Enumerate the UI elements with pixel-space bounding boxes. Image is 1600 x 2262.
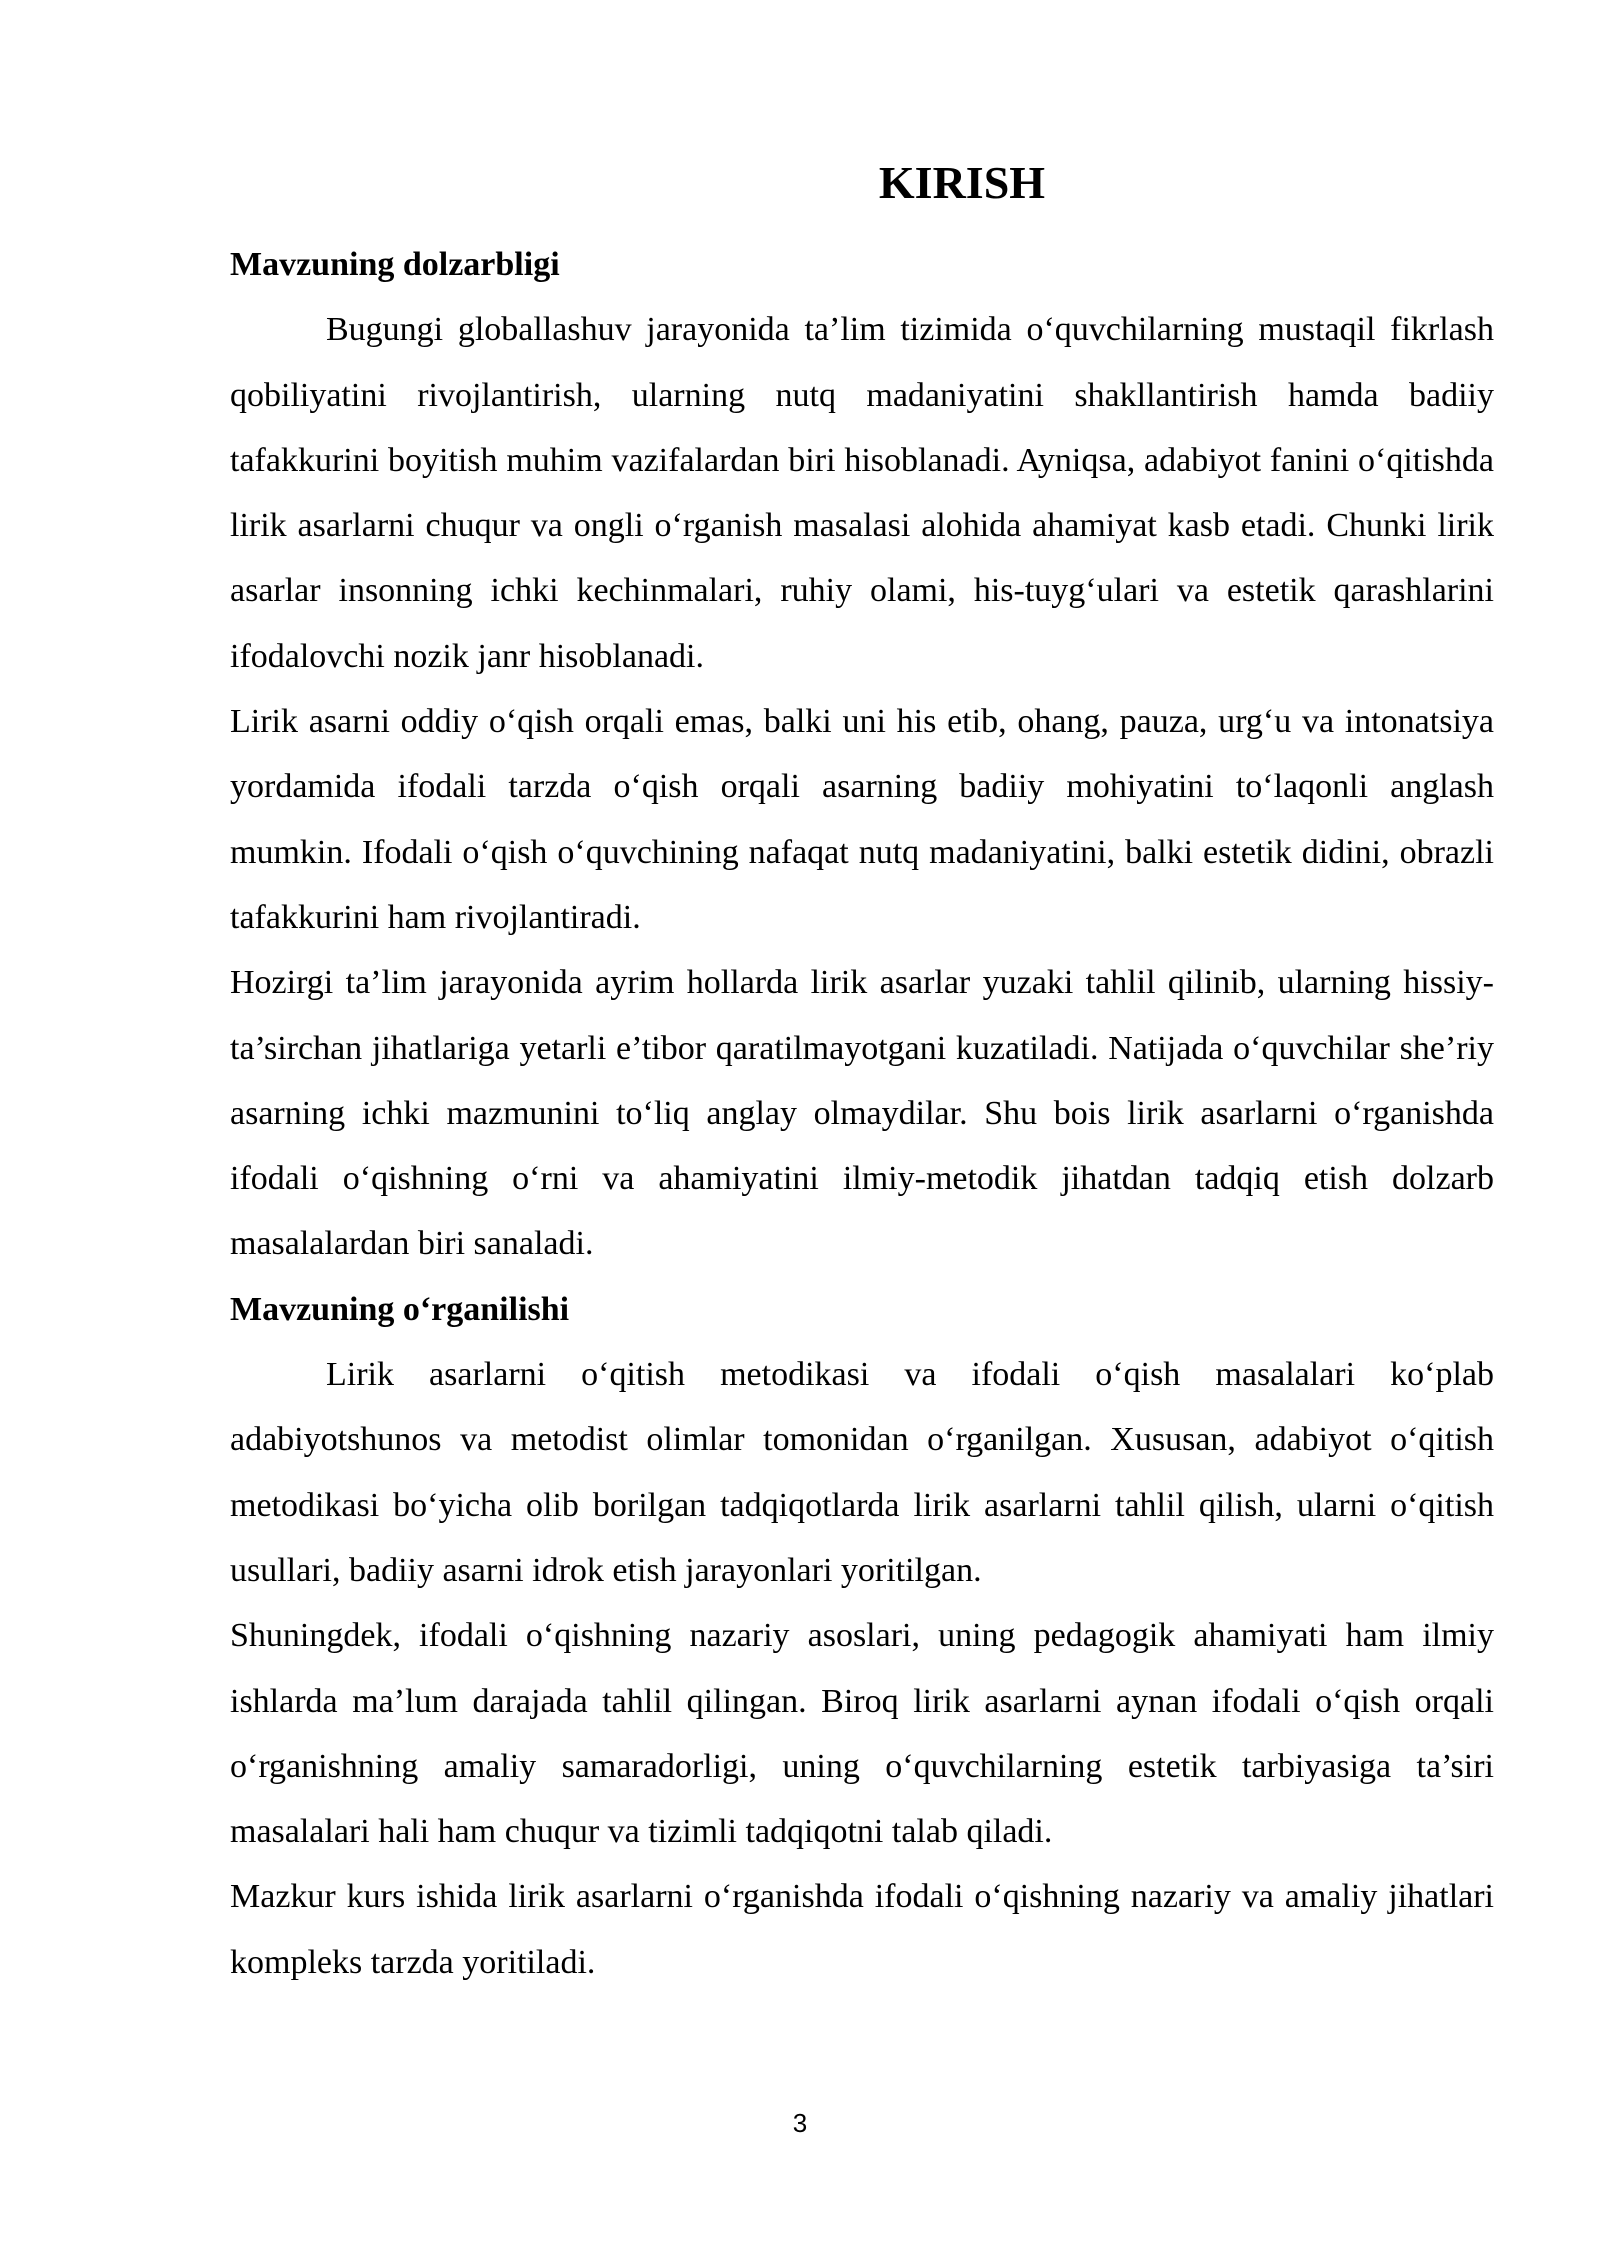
- section-heading-relevance: Mavzuning dolzarbligi: [230, 246, 560, 283]
- page-number: 3: [792, 2108, 808, 2138]
- page-content: [230, 148, 1494, 1995]
- section-heading-study: Mavzuning o‘rganilishi: [230, 1290, 570, 1328]
- paragraph: Shuningdek, ifodali o‘qishning nazariy asoslari, uning pedagogik ahamiyati ham ilmiy ishlarda ma’lum darajada tahlil qilingan. Biroq lirik asarlarni aynan ifodali o‘qish orqali o‘rganishning amaliy samaradorligi, uning o‘quvchilarning estetik tarbiyasiga ta’siri masalalari hali ham chuqur va tizimli tadqiqotni talab qiladi.: [230, 1617, 1494, 1851]
- paragraph: Bugungi globallashuv jarayonida ta’lim tizimida o‘quvchilarning mustaqil fikrlash qobiliyatini rivojlantirish, ularning nutq madaniyatini shakllantirish hamda badiiy tafakkurini boyitish muhim vazifalardan biri hisoblanadi. Ayniqsa, adabiyot fanini o‘qitishda lirik asarlarni chuqur va ongli o‘rganish masalasi alohida ahamiyat kasb etadi. Chunki lirik asarlar insonning ichki kechinmalari, ruhiy olami, his-tuyg‘ulari va estetik qarashlarini ifodalovchi nozik janr hisoblanadi.: [230, 311, 1494, 675]
- paragraph: Hozirgi ta’lim jarayonida ayrim hollarda lirik asarlar yuzaki tahlil qilinib, ularning hissiy-ta’sirchan jihatlariga yetarli e’tibor qaratilmayotgani kuzatiladi. Natijada o‘quvchilar she’riy asarning ichki mazmunini to‘liq anglay olmaydilar. Shu bois lirik asarlarni o‘rganishda ifodali o‘qishning o‘rni va ahamiyatini ilmiy-metodik jihatdan tadqiq etish dolzarb masalalardan biri sanaladi.: [230, 964, 1494, 1263]
- page-title: KIRISH: [878, 157, 1046, 208]
- paragraph: Lirik asarni oddiy o‘qish orqali emas, balki uni his etib, ohang, pauza, urg‘u va intonatsiya yordamida ifodali tarzda o‘qish orqali asarning badiiy mohiyatini to‘laqonli anglash mumkin. Ifodali o‘qish o‘quvchining nafaqat nutq madaniyatini, balki estetik didini, obrazli tafakkurini ham rivojlantiradi.: [230, 703, 1494, 936]
- paragraph: Mazkur kurs ishida lirik asarlarni o‘rganishda ifodali o‘qishning nazariy va amaliy jihatlari kompleks tarzda yoritiladi.: [230, 1878, 1494, 1981]
- paragraph: Lirik asarlarni o‘qitish metodikasi va ifodali o‘qish masalalari ko‘plab adabiyotshunos va metodist olimlar tomonidan o‘rganilgan. Xususan, adabiyot o‘qitish metodikasi bo‘yicha olib borilgan tadqiqotlarda lirik asarlarni tahlil qilish, ularni o‘qitish usullari, badiiy asarni idrok etish jarayonlari yoritilgan.: [230, 1356, 1494, 1589]
